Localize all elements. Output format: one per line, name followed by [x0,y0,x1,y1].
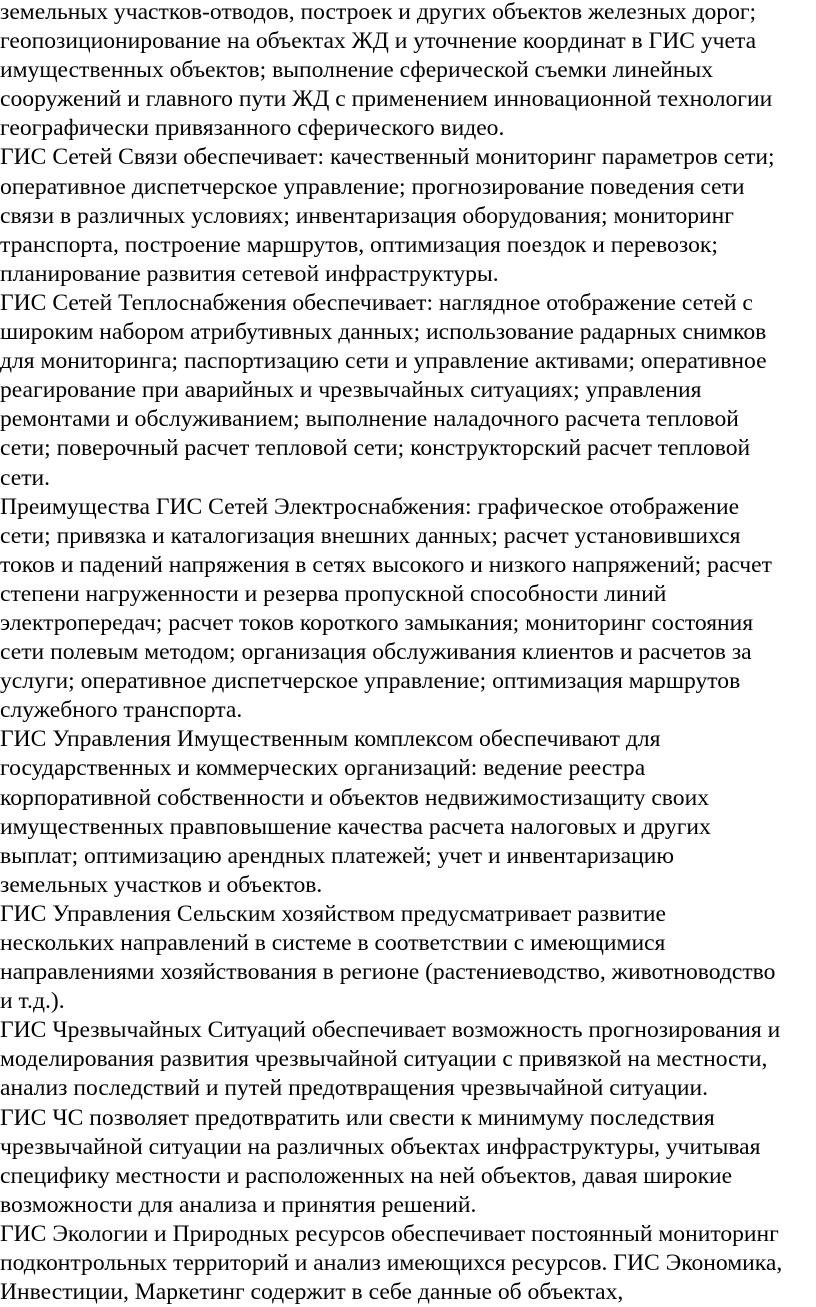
text-line: географически привязанного сферического видео. [0,115,505,142]
text-line: сооружений и главного пути ЖД с применением инновационной технологии [0,86,773,113]
paragraph [0,289,816,493]
text-line: специфику местности и расположенных на ней объектов, давая широкие [0,1162,733,1189]
paragraph [0,493,816,726]
text-line: ГИС Сетей Теплоснабжения обеспечивает: наглядное отображение сетей с [0,289,753,316]
text-line: для мониторинга; паспортизацию сети и управление активами; оперативное [0,348,767,375]
text-line: ГИС Сетей Связи обеспечивает: качественный мониторинг параметров сети; [0,144,775,171]
paragraph [0,1104,816,1220]
text-line: чрезвычайной ситуации на различных объектах инфраструктуры, учитывая [0,1133,761,1160]
text-line: геопозиционирование на объектах ЖД и уточнение координат в ГИС учета [0,28,757,55]
text-line: ГИС Чрезвычайных Ситуаций обеспечивает возможность прогнозирования и [0,1017,781,1044]
paragraph [0,900,816,1016]
text-line: и т.д.). [0,988,65,1015]
text-line: земельных участков и объектов. [0,871,323,898]
text-line: ГИС Управления Имущественным комплексом обеспечивают для [0,726,661,753]
text-line: моделирования развития чрезвычайной ситуации с привязкой на местности, [0,1046,768,1073]
text-line: ГИС Экологии и Природных ресурсов обеспечивает постоянный мониторинг [0,1220,779,1247]
text-line: возможности для анализа и принятия решений. [0,1191,477,1218]
text-line: связи в различных условиях; инвентаризация оборудования; мониторинг [0,202,734,229]
text-line: корпоративной собственности и объектов недвижимостизащиту своих [0,784,709,811]
paragraph [0,1220,816,1307]
text-line: государственных и коммерческих организаций: ведение реестра [0,755,646,782]
text-line: степени нагруженности и резерва пропускной способности линий [0,580,667,607]
text-line: подконтрольных территорий и анализ имеющихся ресурсов. ГИС Экономика, [0,1250,783,1277]
text-line: оперативное диспетчерское управление; прогнозирование поведения сети [0,173,745,200]
text-line: направлениями хозяйствования в регионе (растениеводство, животноводство [0,959,776,986]
text-line: транспорта, построение маршрутов, оптимизация поездок и перевозок; [0,231,718,258]
text-line: электропередач; расчет токов короткого замыкания; мониторинг состояния [0,609,754,636]
text-line: услуги; оперативное диспетчерское управление; оптимизация маршрутов [0,668,741,695]
paragraph [0,0,816,143]
text-line: реагирование при аварийных и чрезвычайных ситуациях; управления [0,377,702,404]
text-line: сети; привязка и каталогизация внешних данных; расчет установившихся [0,522,741,549]
paragraph [0,725,816,900]
text-line: анализ последствий и путей предотвращения чрезвычайной ситуации. [0,1075,709,1102]
text-line: ремонтами и обслуживанием; выполнение наладочного расчета тепловой [0,406,739,433]
text-line: сети полевым методом; организация обслуживания клиентов и расчетов за [0,639,752,666]
paragraph [0,1016,816,1103]
text-line: нескольких направлений в системе в соответствии с имеющимися [0,930,666,956]
text-line: планирование развития сетевой инфраструктуры. [0,260,499,287]
text-line: имущественных объектов; выполнение сферической съемки линейных [0,57,714,84]
paragraph [0,143,816,288]
text-line: сети; поверочный расчет тепловой сети; конструкторский расчет тепловой [0,435,751,462]
text-line: широким набором атрибутивных данных; использование радарных снимков [0,319,767,346]
text-line: ГИС Управления Сельским хозяйством предусматривает развитие [0,900,667,927]
text-line: земельных участков-отводов, построек и других объектов железных дорог; [0,0,757,25]
text-line: сети. [0,464,51,491]
text-line: служебного транспорта. [0,697,243,724]
text-line: токов и падений напряжения в сетях высокого и низкого напряжений; расчет [0,551,772,578]
text-line: Преимущества ГИС Сетей Электроснабжения: графическое отображение [0,493,740,520]
text-line: ГИС ЧС позволяет предотвратить или свести к минимуму последствия [0,1104,715,1131]
text-line: имущественных правповышение качества расчета налоговых и других [0,813,711,840]
text-line: Инвестиции, Маркетинг содержит в себе данные об объектах, [0,1279,624,1306]
text-line: выплат; оптимизацию арендных платежей; учет и инвентаризацию [0,842,675,869]
